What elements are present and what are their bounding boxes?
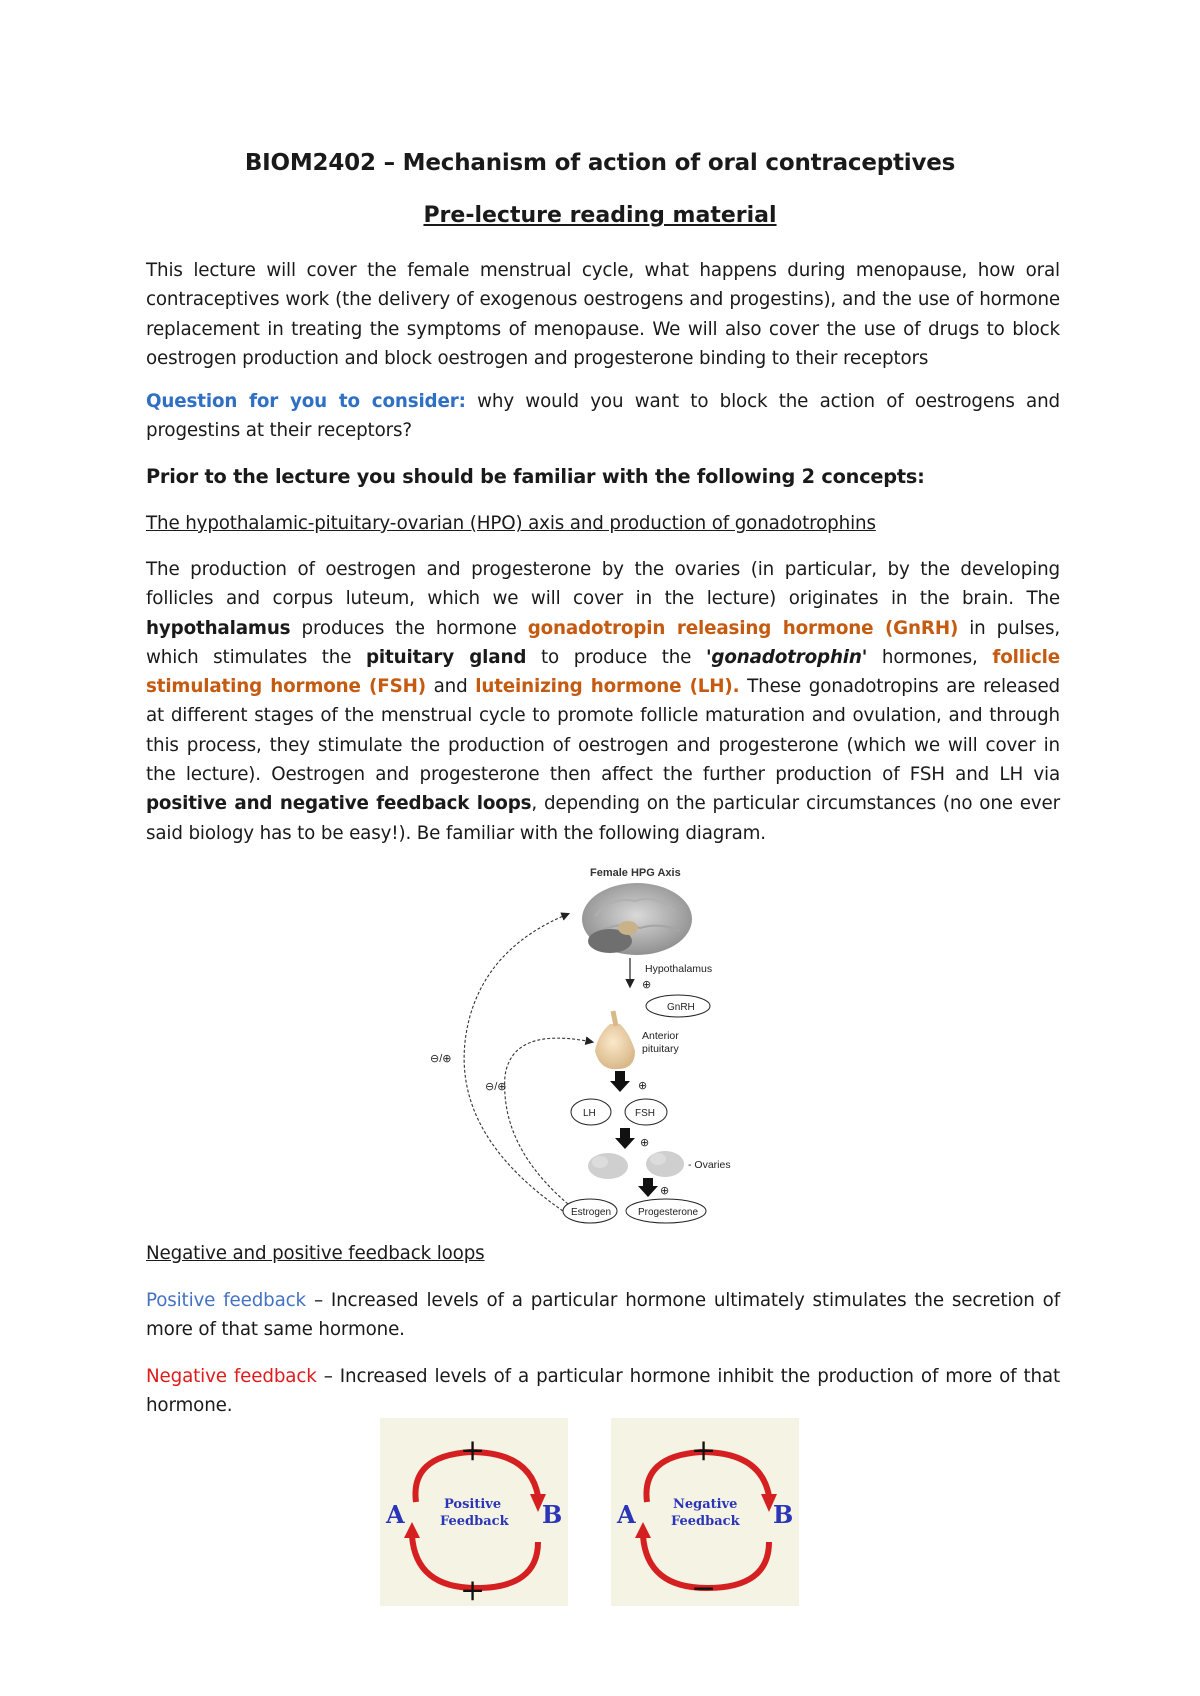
progesterone-label: Progesterone [638, 1207, 699, 1218]
bottom-sign: − [691, 1571, 717, 1606]
plus-sign: ⊕ [660, 1185, 670, 1197]
fsh-label: FSH [635, 1108, 655, 1119]
ovaries-label: - Ovaries [688, 1159, 731, 1171]
feedback-term: positive and negative feedback loops [146, 793, 532, 815]
outer-feedback-arrow [464, 914, 568, 1211]
gnrh-term: gonadotropin releasing hormone (GnRH) [527, 617, 959, 639]
loop-label-line1: Positive [444, 1497, 502, 1512]
hpo-text: The production of oestrogen and progesterone by the ovaries (in particular, by the developing follicles and corpus luteum, which we will cover in the lecture) originates in the brain. The [146, 559, 1060, 610]
ovaries-icon [588, 1151, 684, 1179]
document-subtitle: Pre-lecture reading material [423, 203, 777, 228]
hpo-text: , depending on the particular circumstances (no one ever said biology has to be easy!). Be familiar with the following diagram. [146, 793, 1060, 844]
document-title: BIOM2402 – Mechanism of action of oral contraceptives [244, 150, 956, 176]
pituitary-icon [595, 1011, 635, 1069]
loop-label-line2: Feedback [440, 1514, 509, 1529]
gnrh-label: GnRH [667, 1002, 695, 1013]
top-sign: + [691, 1433, 717, 1468]
hpo-axis-heading: The hypothalamic-pituitary-ovarian (HPO) axis and production of gonadotrophins [146, 513, 876, 534]
estrogen-label: Estrogen [571, 1207, 612, 1218]
plus-sign: ⊕ [640, 1137, 650, 1149]
arrow-down-icon [638, 1178, 658, 1197]
pituitary-label: pituitary [642, 1043, 679, 1055]
brain-icon [582, 883, 692, 955]
positive-feedback-diagram [380, 1418, 568, 1606]
pituitary-term: pituitary gland [365, 646, 527, 668]
node-a: A [386, 1500, 405, 1529]
node-a: A [617, 1500, 636, 1529]
question-text: why would you want to block the action of oestrogens and progestins at their receptors? [146, 391, 1060, 442]
arrow-down-icon [610, 1071, 630, 1092]
loop-label-line1: Negative [673, 1497, 738, 1512]
inner-feedback-sign: ⊖/⊕ [485, 1081, 507, 1093]
positive-feedback-text: – Increased levels of a particular hormone ultimately stimulates the secretion of more of that same hormone. [146, 1290, 1060, 1341]
fsh-term: follicle stimulating hormone (FSH) [146, 646, 1061, 698]
hpg-title: Female HPG Axis [590, 867, 681, 879]
negative-feedback-label: Negative feedback [146, 1366, 317, 1387]
negative-feedback-diagram [611, 1418, 799, 1606]
loop-label-line2: Feedback [671, 1514, 740, 1529]
intro-paragraph: This lecture will cover the female menstrual cycle, what happens during menopause, how oral contraceptives work (the delivery of exogenous oestrogens and progestins), and the use of hormone replacement in treating the symptoms of menopause. We will also cover the use of drugs to block oestrogen production and block oestrogen and progesterone binding to their receptors [146, 260, 1060, 369]
positive-feedback-paragraph [146, 1286, 1060, 1345]
lh-term: luteinizing hormone (LH). [475, 676, 740, 698]
top-sign: + [460, 1433, 486, 1468]
prior-concepts-heading: Prior to the lecture you should be familiar with the following 2 concepts: [146, 465, 925, 488]
arrow-down-icon [615, 1128, 635, 1149]
plus-sign: ⊕ [638, 1080, 648, 1092]
feedback-loops-heading: Negative and positive feedback loops [146, 1243, 485, 1264]
hpo-text: These gonadotropins are released at different stages of the menstrual cycle to promote follicle maturation and ovulation, and through this process, they stimulate the production of oestrogen and progesterone (which we will cover in the lecture). Oestrogen and progesterone then affect the further production of FSH and LH via [146, 676, 1061, 786]
outer-feedback-sign: ⊖/⊕ [430, 1053, 452, 1065]
hpo-text: and [425, 676, 476, 698]
hpo-text: in pulses, which stimulates the [146, 617, 1060, 668]
negative-feedback-paragraph [146, 1362, 1060, 1421]
gonadotrophin-term: 'gonadotrophin' [705, 646, 868, 668]
hpo-text: hormones, [867, 646, 993, 668]
node-b: B [542, 1500, 563, 1529]
hypothalamus-label: Hypothalamus [645, 963, 713, 975]
hypothalamus-term: hypothalamus [146, 617, 291, 639]
negative-feedback-text: – Increased levels of a particular hormone inhibit the production of more of that hormone. [146, 1366, 1060, 1417]
anterior-label: Anterior [642, 1030, 679, 1042]
lh-label: LH [583, 1108, 596, 1119]
hpo-text: to produce the [526, 646, 706, 668]
node-b: B [773, 1500, 794, 1529]
question-label: Question for you to consider: [146, 391, 466, 412]
hpo-text: produces the hormone [290, 617, 528, 639]
hpo-paragraph [146, 555, 1060, 848]
question-paragraph [146, 387, 1060, 446]
plus-sign: ⊕ [642, 979, 652, 991]
hpg-axis-diagram [430, 856, 760, 1226]
bottom-sign: + [460, 1573, 486, 1606]
positive-feedback-label: Positive feedback [146, 1290, 306, 1311]
